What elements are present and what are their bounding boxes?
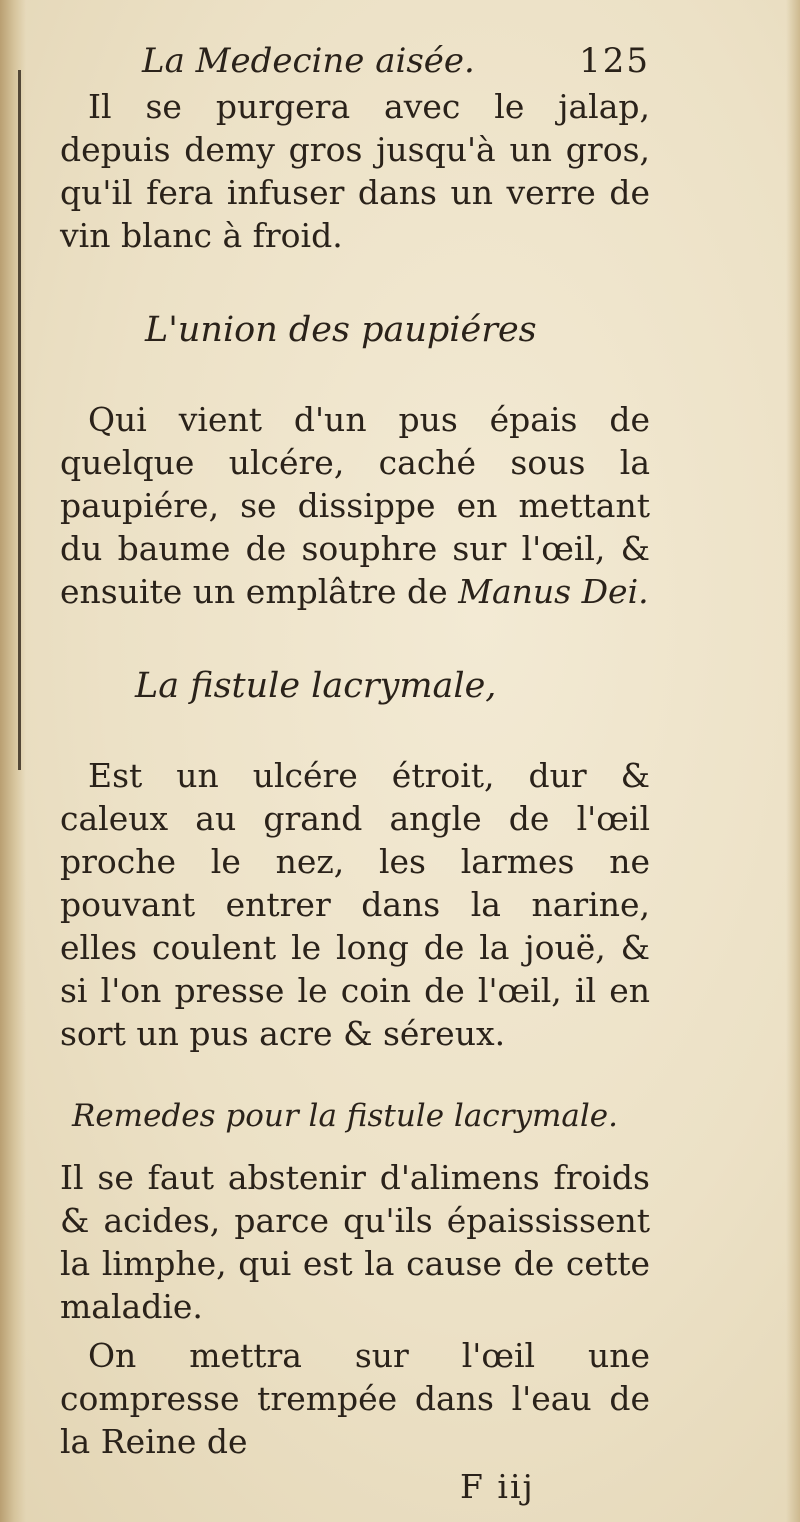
paragraph-purge: Il se purgera avec le jalap, depuis demy gros jusqu'à un gros, qu'il fera infuser dans un verre de vin blanc à froid. <box>60 87 650 255</box>
gutter-shadow-line <box>18 70 21 770</box>
running-title: La Medecine aisée. <box>142 41 475 81</box>
section-heading-fistule: La fistule lacrymale, <box>135 666 497 706</box>
page-number: 125 <box>579 41 650 81</box>
page-gutter <box>0 0 26 1522</box>
running-header <box>142 40 650 83</box>
latin-term: Manus Dei. <box>458 572 649 611</box>
paragraph-fistule: Est un ulcére étroit, dur & caleux au grand angle de l'œil proche le nez, les larmes ne pouvant entrer dans la narine, elles coulent le long de la jouë, & si l'on presse le coin de l'œil, il en sort un pus acre & séreux. <box>60 756 650 1053</box>
section-heading-union-paupieres: L'union des paupiéres <box>145 310 537 350</box>
page-text <box>60 40 650 1508</box>
signature-mark: F iij <box>460 1467 535 1506</box>
paragraph-text: Qui vient d'un pus épais de quelque ulcére, caché sous la paupiére, se dissippe en mettant du baume de souphre sur l'œil, & ensuite un emplâtre de <box>60 400 650 611</box>
section-heading-remedes: Remedes pour la fistule lacrymale. <box>72 1098 618 1134</box>
page-edge <box>786 0 800 1522</box>
paragraph-union-paupieres <box>60 398 650 613</box>
paragraph-compresse: On mettra sur l'œil une compresse trempée dans l'eau de la Reine de <box>60 1336 650 1461</box>
paragraph-abstenir: Il se faut abstenir d'alimens froids & acides, parce qu'ils épaississent la limphe, qui est la cause de cette maladie. <box>60 1158 650 1326</box>
